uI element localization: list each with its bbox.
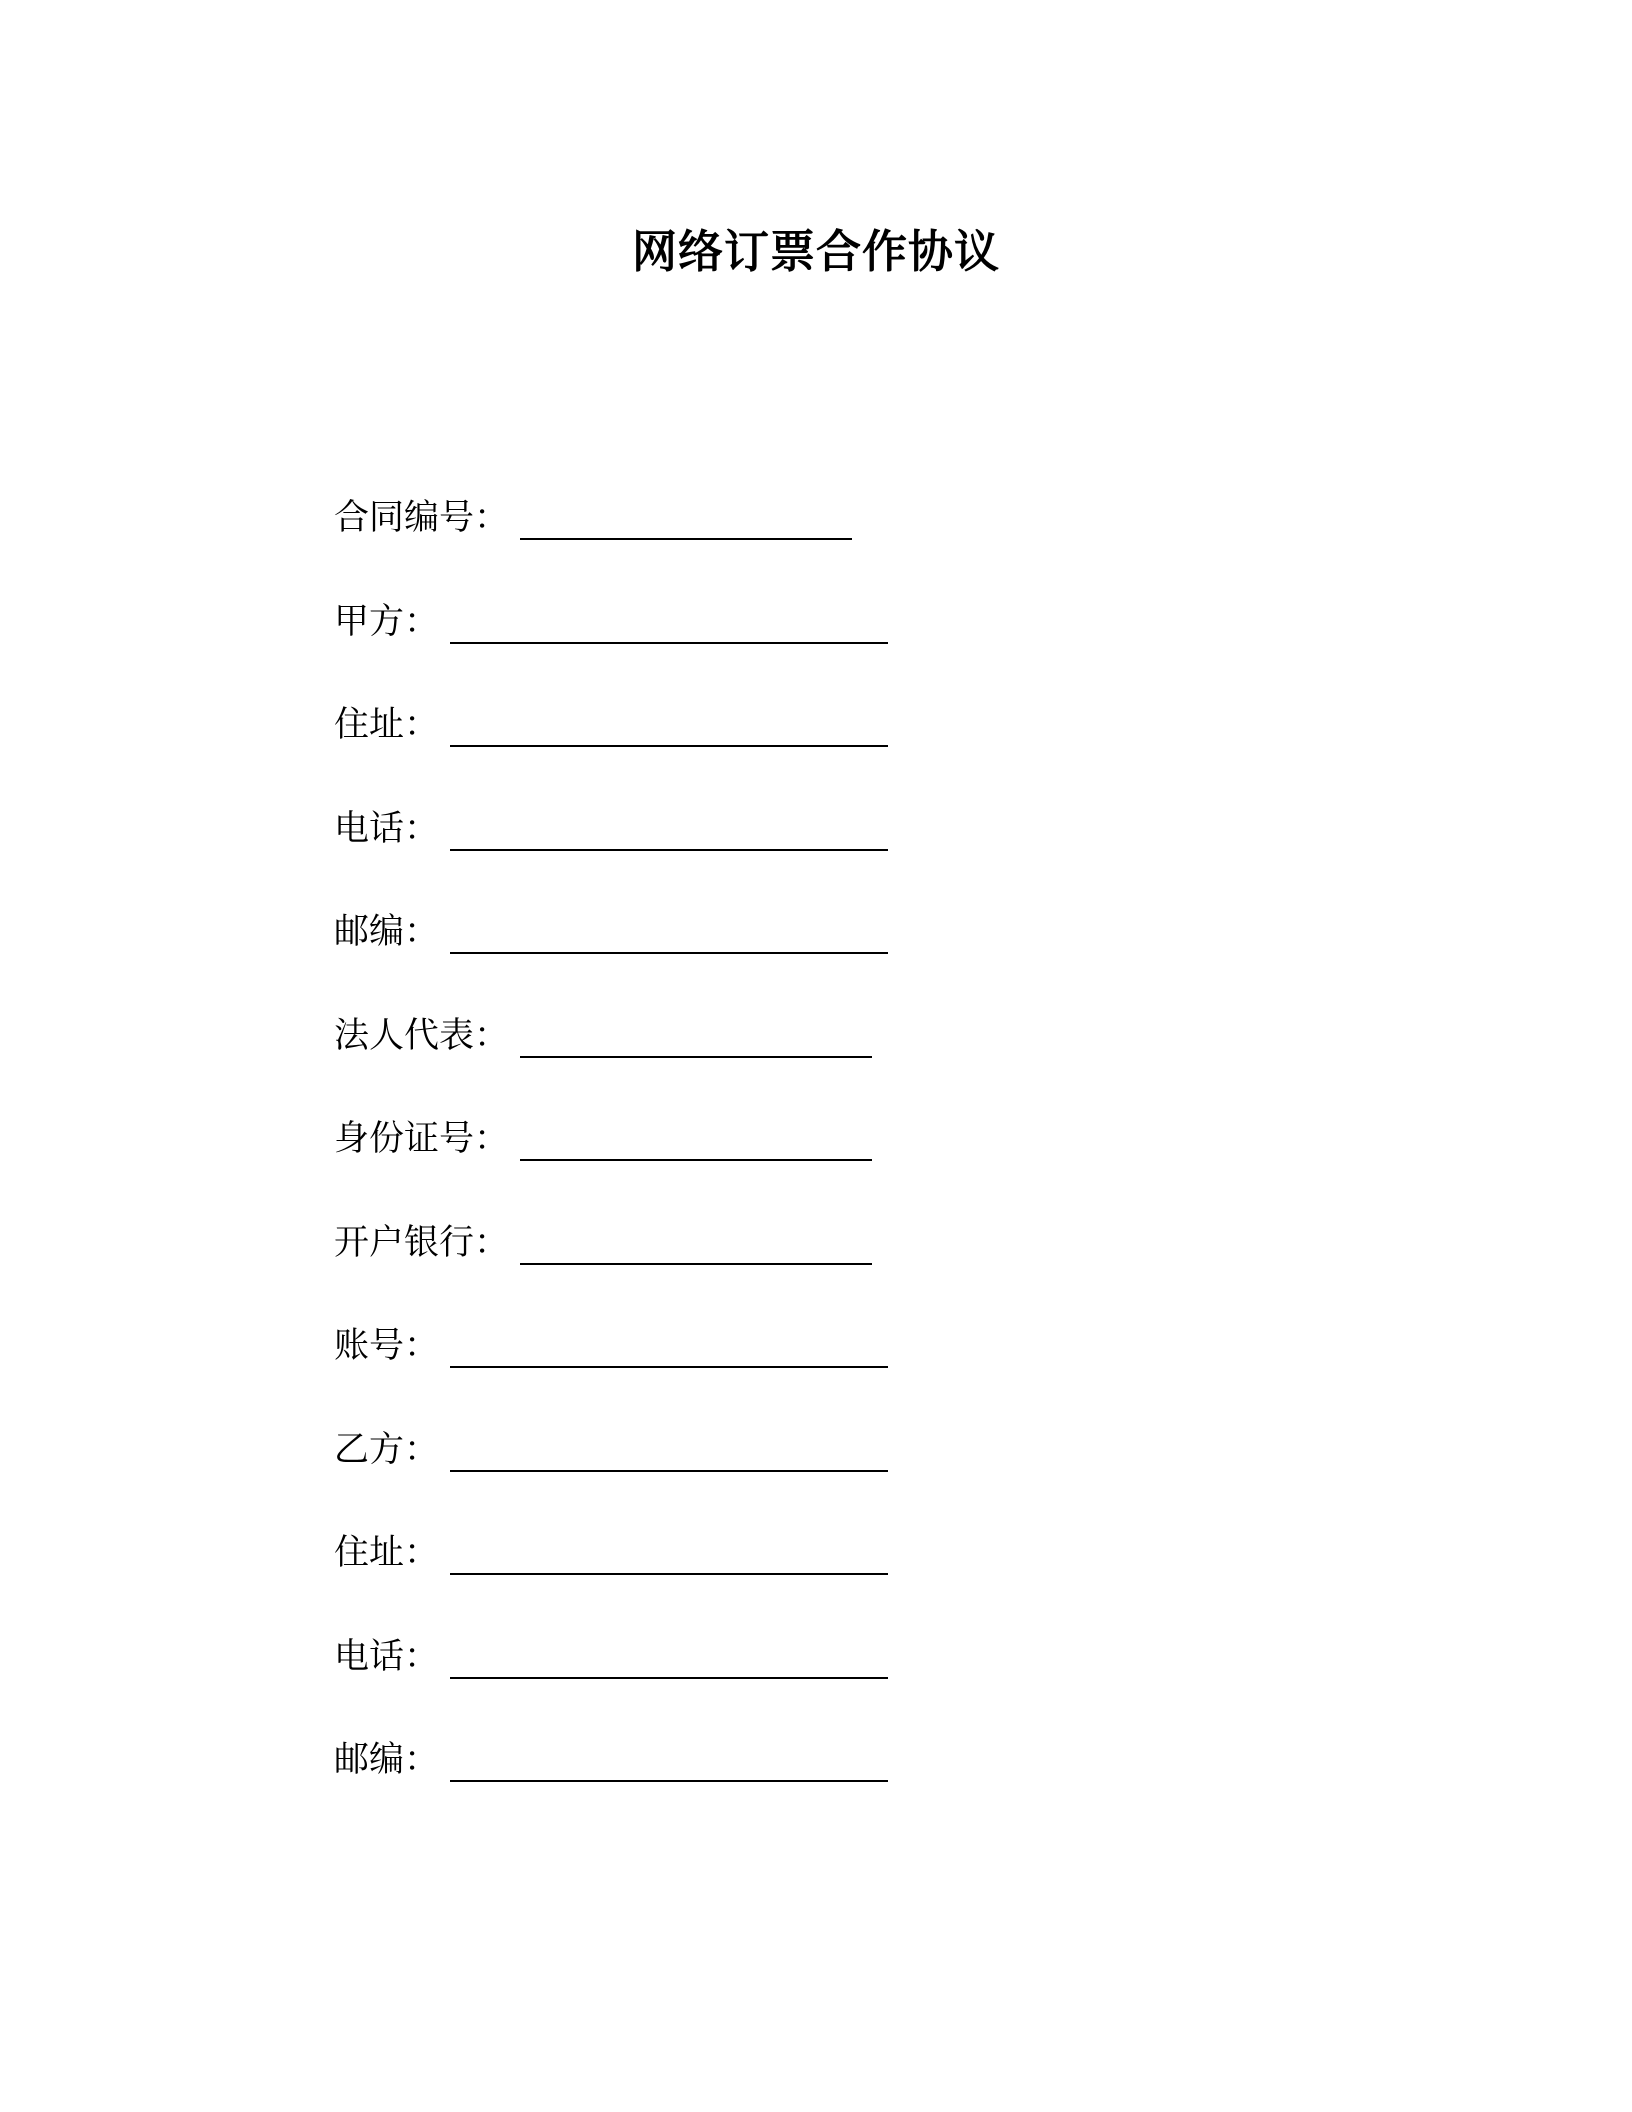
field-contract-number xyxy=(334,488,1234,592)
blank-line[interactable] xyxy=(450,1366,888,1368)
field-colon: ： xyxy=(404,1740,440,1780)
contract-fields xyxy=(334,488,1234,1834)
field-label: 住址 xyxy=(334,705,405,745)
field-label: 乙方 xyxy=(334,1429,405,1470)
field-colon: ： xyxy=(404,1429,440,1470)
field-party-a-postcode xyxy=(334,902,1234,1006)
field-account xyxy=(334,1316,1234,1420)
field-colon: ： xyxy=(404,808,440,849)
field-label: 电话 xyxy=(334,808,405,849)
blank-line[interactable] xyxy=(450,1677,888,1679)
document-title: 网络订票合作协议 xyxy=(631,225,1000,278)
field-label: 账号 xyxy=(334,1326,405,1366)
field-party-b-phone xyxy=(334,1627,1234,1731)
field-colon: ： xyxy=(474,1222,510,1263)
field-party-a-address xyxy=(334,695,1234,799)
blank-line[interactable] xyxy=(450,745,888,747)
field-party-a-phone xyxy=(334,799,1234,903)
blank-line[interactable] xyxy=(450,1573,888,1575)
field-bank xyxy=(334,1213,1234,1317)
field-label: 法人代表 xyxy=(334,1015,475,1056)
field-colon: ： xyxy=(404,912,440,952)
field-colon: ： xyxy=(404,1533,440,1573)
field-colon: ： xyxy=(404,705,440,745)
blank-line[interactable] xyxy=(450,1470,888,1472)
blank-line[interactable] xyxy=(450,952,888,954)
field-label: 甲方 xyxy=(334,601,405,642)
field-legal-representative xyxy=(334,1006,1234,1110)
field-id-number xyxy=(334,1109,1234,1213)
field-colon: ： xyxy=(404,1326,440,1366)
field-colon: ： xyxy=(474,498,510,538)
field-label: 邮编 xyxy=(334,912,405,952)
field-label: 邮编 xyxy=(334,1740,405,1780)
field-colon: ： xyxy=(404,601,440,642)
field-colon: ： xyxy=(474,1119,510,1159)
blank-line[interactable] xyxy=(520,1159,872,1161)
field-party-a xyxy=(334,592,1234,696)
blank-line[interactable] xyxy=(450,642,888,644)
field-label: 电话 xyxy=(334,1636,405,1677)
blank-line[interactable] xyxy=(520,1263,872,1265)
field-label: 身份证号 xyxy=(334,1119,475,1159)
field-party-b-address xyxy=(334,1523,1234,1627)
field-colon: ： xyxy=(404,1636,440,1677)
blank-line[interactable] xyxy=(520,538,852,540)
blank-line[interactable] xyxy=(450,1780,888,1782)
blank-line[interactable] xyxy=(520,1056,872,1058)
field-colon: ： xyxy=(474,1015,510,1056)
blank-line[interactable] xyxy=(450,849,888,851)
field-label: 开户银行 xyxy=(334,1222,475,1263)
field-party-b-postcode xyxy=(334,1730,1234,1834)
field-label: 合同编号 xyxy=(334,498,475,538)
field-party-b xyxy=(334,1420,1234,1524)
field-label: 住址 xyxy=(334,1533,405,1573)
